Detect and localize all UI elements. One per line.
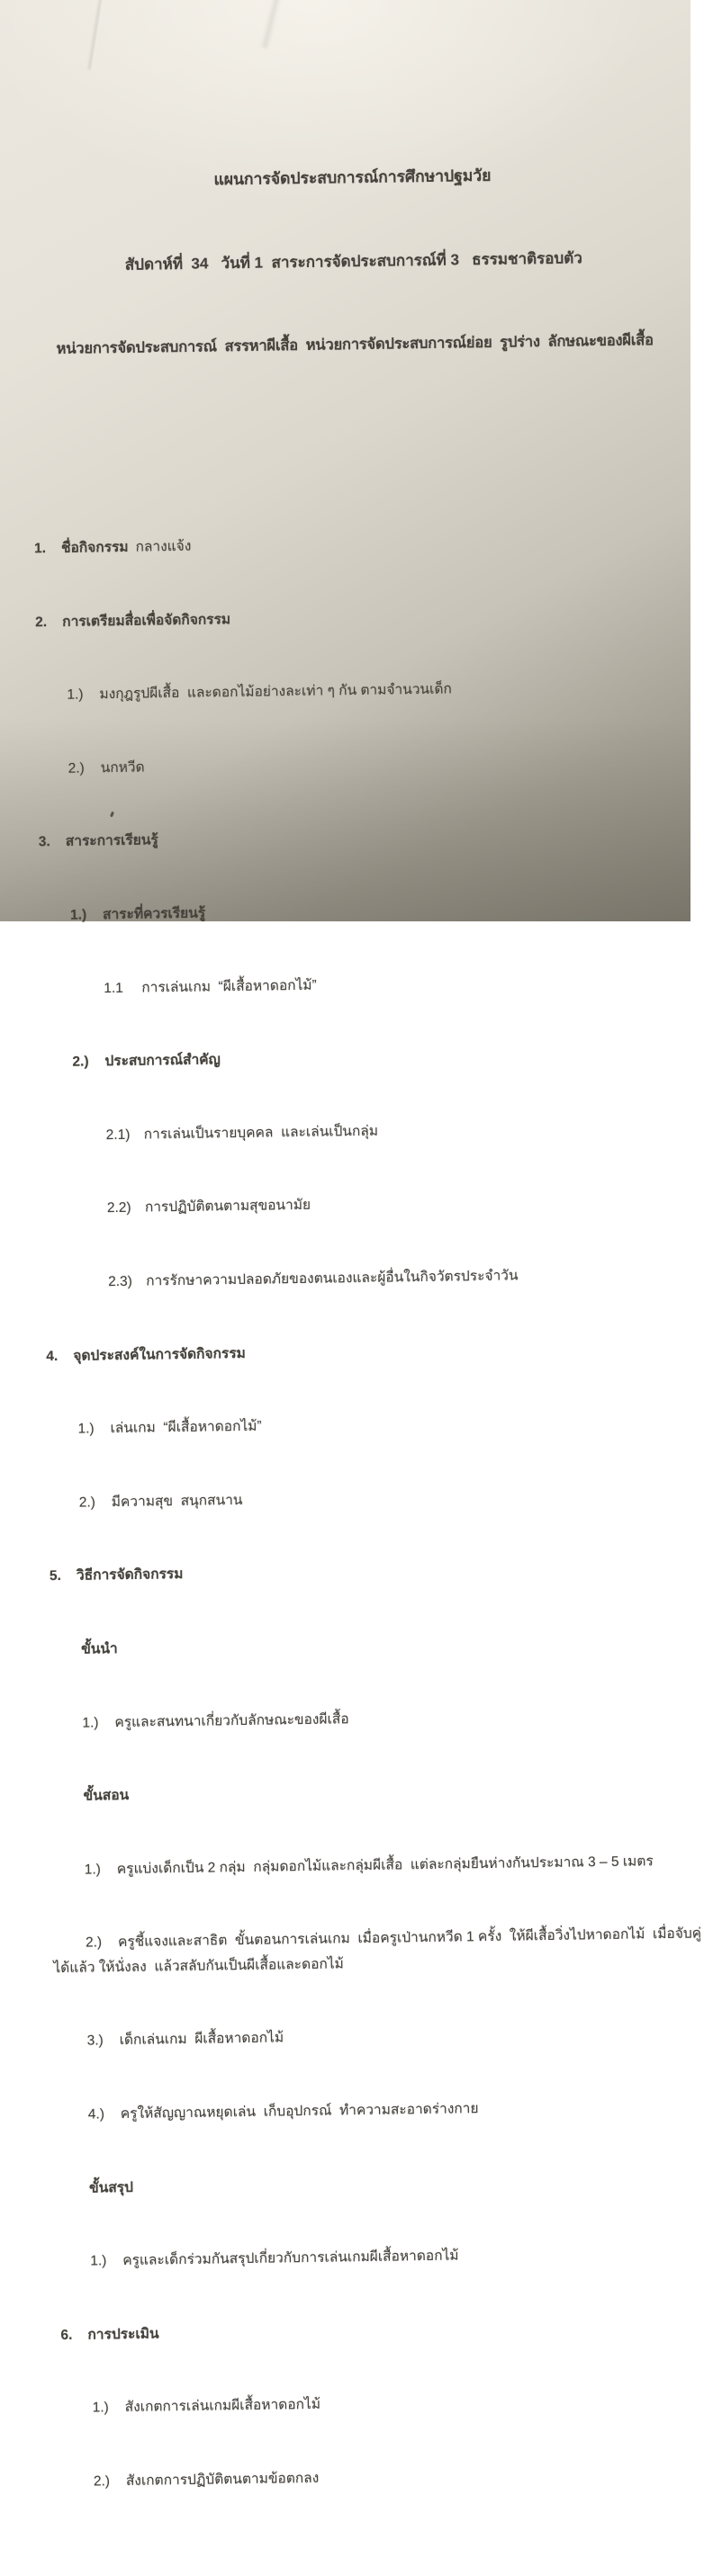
item-text: การปฏิบัติตนตามสุขอนามัย bbox=[144, 1198, 311, 1216]
item-number: 1. bbox=[33, 541, 47, 557]
item-heading: จุดประสงค์ในการจัดกิจกรรม bbox=[73, 1345, 246, 1364]
item-heading: ชื่อกิจกรรม bbox=[60, 539, 129, 556]
document-line bbox=[41, 1114, 692, 1148]
item-number: 3. bbox=[38, 834, 50, 850]
item-number: 4. bbox=[46, 1348, 59, 1364]
item-number: 5. bbox=[49, 1568, 62, 1584]
document-line bbox=[39, 967, 690, 1001]
item-number: 2. bbox=[35, 614, 48, 630]
item-text: เด็กเล่นเกม ผีเสื้อหาดอกไม้ bbox=[119, 2030, 284, 2049]
item-number: 1.) bbox=[90, 2253, 107, 2269]
document-line bbox=[44, 1334, 695, 1369]
document-line bbox=[59, 2387, 710, 2421]
item-text: นกหวีด bbox=[100, 759, 145, 776]
stage-heading: ขั้นนำ bbox=[81, 1640, 118, 1657]
item-text: ครูแบ่งเด็กเป็น 2 กลุ่ม กลุ่มดอกไม้และกลุ่มผีเสื้อ แต่ละกลุ่มยืนห่างกันประมาณ 3 – 5 เมตร bbox=[116, 1853, 654, 1877]
item-heading: การประเมิน bbox=[87, 2326, 159, 2343]
item-text: สังเกตการเล่นเกมผีเสื้อหาดอกไม้ bbox=[124, 2397, 321, 2416]
document-line bbox=[34, 674, 685, 708]
lesson-plan-document bbox=[25, 55, 713, 2576]
document-subtitle: สัปดาห์ที่ 34 วันที่ 1 สาระการจัดประสบการณ์ที่ 3 ธรรมชาติรอบตัว bbox=[124, 249, 582, 274]
item-text: มีความสุข สนุกสนาน bbox=[111, 1492, 243, 1510]
item-heading: การเตรียมสื่อเพื่อจัดกิจกรรม bbox=[62, 611, 231, 630]
document-line bbox=[49, 1628, 699, 1662]
stage-heading: ขั้นสรุป bbox=[88, 2179, 134, 2196]
document-line bbox=[54, 2020, 705, 2054]
item-number: 1.) bbox=[84, 1862, 102, 1878]
document-line bbox=[33, 600, 684, 634]
item-number: 1.) bbox=[77, 1421, 95, 1437]
item-text: สังเกตการปฏิบัติตนตามข้อตกลง bbox=[125, 2470, 320, 2490]
document-line bbox=[57, 2167, 708, 2201]
item-number: 2.) bbox=[78, 1494, 95, 1511]
document-line bbox=[50, 1775, 701, 1809]
document-body bbox=[32, 479, 713, 2544]
item-number: 3.) bbox=[86, 2033, 104, 2050]
item-heading: ประสบการณ์สำคัญ bbox=[104, 1052, 221, 1070]
item-number: 1.) bbox=[67, 687, 84, 703]
document-title: แผนการจัดประสบการณ์การศึกษาปฐมวัย bbox=[213, 166, 492, 189]
document-line bbox=[52, 1848, 703, 1882]
paper-crease bbox=[260, 0, 282, 49]
item-number: 2.2) bbox=[106, 1200, 131, 1216]
item-number: 2.) bbox=[85, 1934, 103, 1951]
item-heading: สาระที่ควรเรียนรู้ bbox=[102, 905, 206, 923]
item-text: มงกุฎรูปผีเสื้อ และดอกไม้อย่างละเท่า ๆ กัน ตามจำนวนเด็ก bbox=[99, 681, 452, 703]
item-value: กลางแจ้ง bbox=[135, 538, 192, 555]
document-line bbox=[47, 1481, 698, 1515]
item-text: การเล่นเป็นรายบุคคล และเล่นเป็นกลุ่ม bbox=[143, 1123, 379, 1143]
item-number: 2.) bbox=[72, 1054, 89, 1070]
item-text: ครูชี้แจงและสาธิต ขั้นตอนการเล่นเกม เมื่อครูเป่านกหวีด 1 ครั้ง ให้ผีเสื้อวิ่งไปหาดอกไม้ เมื่อจับคู่ได้แล้ว ให้นั่งลง แล้วสลับกันเป็นผีเสื้อและดอกไม้ bbox=[53, 1925, 702, 1977]
document-line bbox=[48, 1555, 699, 1589]
document-header bbox=[26, 103, 681, 420]
item-text: ครูและสนทนาเกี่ยวกับลักษณะของผีเสื้อ bbox=[114, 1710, 349, 1730]
item-number: 1.) bbox=[69, 907, 87, 923]
item-number: 2.1) bbox=[105, 1126, 131, 1143]
item-number: 1.) bbox=[82, 1714, 99, 1731]
item-number: 6. bbox=[60, 2327, 73, 2343]
document-line bbox=[40, 1041, 690, 1075]
item-text: การเล่นเกม “ผีเสื้อหาดอกไม้” bbox=[141, 977, 317, 996]
document-line bbox=[37, 821, 688, 855]
stage-heading: ขั้นสอน bbox=[83, 1787, 130, 1804]
item-text: เล่นเกม “ผีเสื้อหาดอกไม้” bbox=[110, 1418, 262, 1437]
document-line bbox=[58, 2240, 708, 2275]
item-number: 2.3) bbox=[107, 1273, 132, 1290]
document-unit-line: หน่วยการจัดประสบการณ์ สรรหาผีเสื้อ หน่วยการจัดประสบการณ์ย่อย รูปร่าง ลักษณะของผีเสื้อ bbox=[56, 332, 654, 357]
document-line bbox=[43, 1261, 694, 1295]
document-line bbox=[42, 1188, 693, 1222]
item-number: 4.) bbox=[87, 2106, 105, 2123]
item-heading: สาระการเรียนรู้ bbox=[65, 832, 158, 850]
item-text: ครูให้สัญญาณหยุดเล่น เก็บอุปกรณ์ ทำความสะอาดร่างกาย bbox=[120, 2101, 479, 2123]
document-line bbox=[56, 2093, 707, 2127]
item-number: 2.) bbox=[68, 760, 85, 776]
document-line bbox=[50, 1701, 700, 1736]
document-line bbox=[59, 2313, 709, 2347]
item-number: 2.) bbox=[93, 2473, 111, 2490]
item-heading: วิธีการจัดกิจกรรม bbox=[76, 1566, 184, 1584]
item-number: 1.) bbox=[92, 2400, 109, 2416]
document-line bbox=[38, 894, 689, 929]
item-text: ครูและเด็กร่วมกันสรุปเกี่ยวกับการเล่นเกมผีเสื้อหาดอกไม้ bbox=[122, 2248, 459, 2269]
document-line bbox=[45, 1408, 696, 1442]
paper-crease bbox=[86, 0, 104, 70]
document-line bbox=[61, 2460, 712, 2494]
item-number: 1.1 bbox=[104, 980, 123, 996]
item-text: การรักษาความปลอดภัยของตนเองและผู้อื่นในกิจวัตรประจำวัน bbox=[145, 1268, 519, 1289]
document-line bbox=[35, 747, 686, 781]
document-line bbox=[53, 1922, 705, 1981]
document-line bbox=[32, 527, 683, 561]
